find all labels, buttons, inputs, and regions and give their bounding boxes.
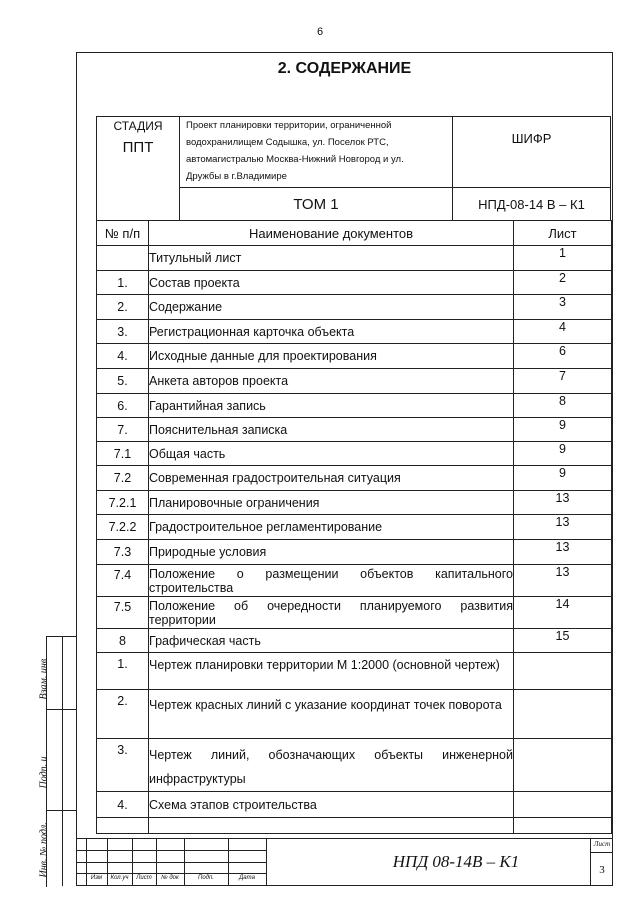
page-title: 2. СОДЕРЖАНИЕ	[277, 60, 412, 77]
table-header-row	[97, 221, 612, 246]
table-row: 3. Регистрационная карточка объекта 4	[97, 320, 612, 344]
table-row: 5. Анкета авторов проекта 7	[97, 369, 612, 394]
volume-label: ТОМ 1	[293, 195, 339, 213]
cipher-value: НПД-08-14 В – К1	[478, 196, 585, 212]
table-row: 7.4 Положение о размещении объектов капитального строительства 13	[97, 565, 612, 597]
table-row: 8 Графическая часть 15	[97, 629, 612, 653]
cipher-value-cell	[453, 188, 611, 221]
table-row: 1. Состав проекта 2	[97, 271, 612, 295]
side-strip-sep-2	[46, 810, 76, 811]
stamp-col-date: Дата	[239, 875, 255, 881]
side-strip-divider	[62, 636, 63, 886]
contents-table	[96, 220, 612, 834]
table-row: 7.2.1 Планировочные ограничения 13	[97, 491, 612, 515]
side-label-signature: Подп. и	[38, 756, 50, 789]
title-block	[76, 838, 613, 886]
table-row: 7.5 Положение об очередности планируемого развития территории 14	[97, 597, 612, 629]
table-row: 4. Схема этапов строительства	[97, 792, 612, 818]
side-label-inventory: Инв. № подл.	[38, 822, 50, 878]
document-code: НПД 08-14В – К1	[392, 852, 520, 871]
table-row: 4. Исходные данные для проектирования 6	[97, 344, 612, 369]
table-row: 2. Чертеж красных линий с указание координат точек поворота	[97, 690, 612, 739]
volume-cell	[180, 188, 453, 221]
stage-cell	[97, 117, 180, 221]
sheet-label: Лист	[593, 840, 611, 848]
stamp-col-koluch: Кол.уч	[110, 875, 129, 881]
table-row: 7.1 Общая часть 9	[97, 442, 612, 466]
table-row: 7.2 Современная градостроительная ситуация 9	[97, 466, 612, 491]
stamp-col-list: Лист	[136, 875, 152, 881]
stamp-col-sign: Подп.	[198, 875, 214, 881]
table-row: 7. Пояснительная записка 9	[97, 418, 612, 442]
table-row: 7.2.2 Градостроительное регламентирование 13	[97, 515, 612, 540]
header-block	[96, 116, 611, 221]
side-label-replace: Взам. инв	[38, 658, 50, 700]
table-row: 3. Чертеж линий, обозначающих объекты инженерной инфраструктуры	[97, 739, 612, 792]
col-header-sheet: Лист	[514, 221, 612, 246]
table-row: 7.3 Природные условия 13	[97, 540, 612, 565]
table-row-empty	[97, 818, 612, 834]
stamp-col-izm: Изм	[90, 875, 103, 881]
page-number: 6	[316, 26, 324, 38]
sheet-number: 3	[599, 864, 605, 876]
stage-label: СТАДИЯ	[113, 119, 163, 133]
table-row: 6. Гарантийная запись 8	[97, 394, 612, 418]
project-name: Проект планировки территории, ограниченной водохранилищем Содышка, ул. Поселок РТС, автомагистралью Москва-Нижний Новгород и ул. Дружбы в г.Владимире	[186, 120, 404, 182]
col-header-name: Наименование документов	[149, 221, 514, 246]
stamp-col-doc: № док	[161, 875, 179, 881]
cipher-label: ШИФР	[511, 131, 552, 146]
table-row: 1. Чертеж планировки территории М 1:2000 (основной чертеж)	[97, 653, 612, 690]
stage-value: ППТ	[122, 139, 154, 156]
table-row: Титульный лист 1	[97, 246, 612, 271]
col-header-num: № п/п	[97, 221, 149, 246]
cipher-label-cell	[453, 117, 611, 188]
table-row: 2. Содержание 3	[97, 295, 612, 320]
project-cell	[180, 117, 453, 188]
side-strip-sep-1	[46, 709, 76, 710]
